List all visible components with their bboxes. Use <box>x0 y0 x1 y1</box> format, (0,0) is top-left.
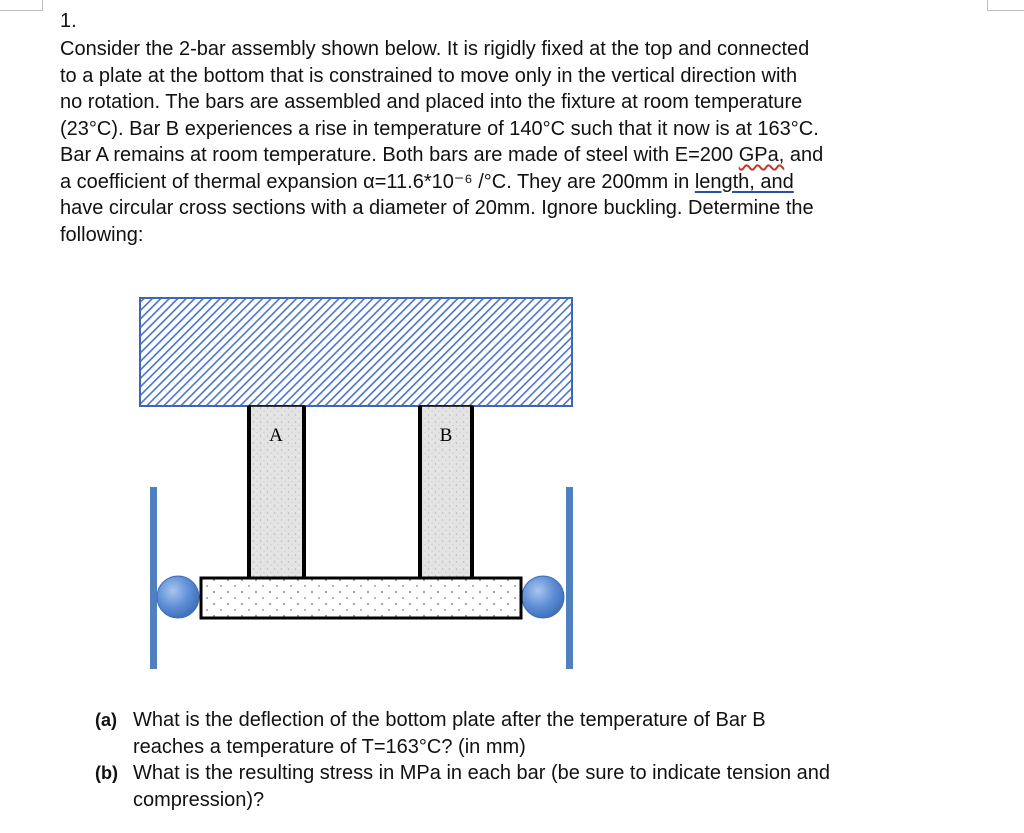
problem-line: to a plate at the bottom that is constrained to move only in the vertical direction with <box>60 64 798 87</box>
right-pin-roller <box>522 576 564 618</box>
problem-line: Bar A remains at room temperature. Both bars are made of steel with E=200 GPa, and <box>60 144 824 166</box>
left-guide-rail <box>150 487 157 669</box>
bar-a-label: A <box>269 425 283 446</box>
problem-line: Consider the 2-bar assembly shown below. It is rigidly fixed at the top and connected <box>60 38 810 60</box>
right-guide-rail <box>566 487 573 669</box>
problem-line: following: <box>60 223 144 246</box>
spellcheck-flagged-word: GPa, <box>738 144 785 166</box>
problem-line: (23°C). Bar B experiences a rise in temperature of 140°C such that it now is at 163°C. <box>60 117 819 140</box>
left-pin-roller <box>157 576 199 618</box>
question-b-text: What is the resulting stress in MPa in each bar (be sure to indicate tension and compression)? <box>133 762 831 811</box>
question-a-label: (a) <box>95 710 117 730</box>
problem-line: a coefficient of thermal expansion α=11.6*10⁻⁶ /°C. They are 200mm in length, and <box>60 170 794 193</box>
question-a-text: What is the deflection of the bottom plate after the temperature of Bar B reaches a temperature of T=163°C? (in mm) <box>133 709 766 758</box>
problem-line: no rotation. The bars are assembled and placed into the fixture at room temperature <box>60 91 803 113</box>
problem-number: 1. <box>60 10 77 32</box>
bottom-plate <box>201 578 521 618</box>
fixed-top-support <box>140 298 572 406</box>
question-b-label: (b) <box>95 763 118 783</box>
underlined-phrase: length, and <box>694 170 794 193</box>
problem-line: have circular cross sections with a diameter of 20mm. Ignore buckling. Determine the <box>60 197 814 219</box>
bar-b-label: B <box>439 425 453 446</box>
